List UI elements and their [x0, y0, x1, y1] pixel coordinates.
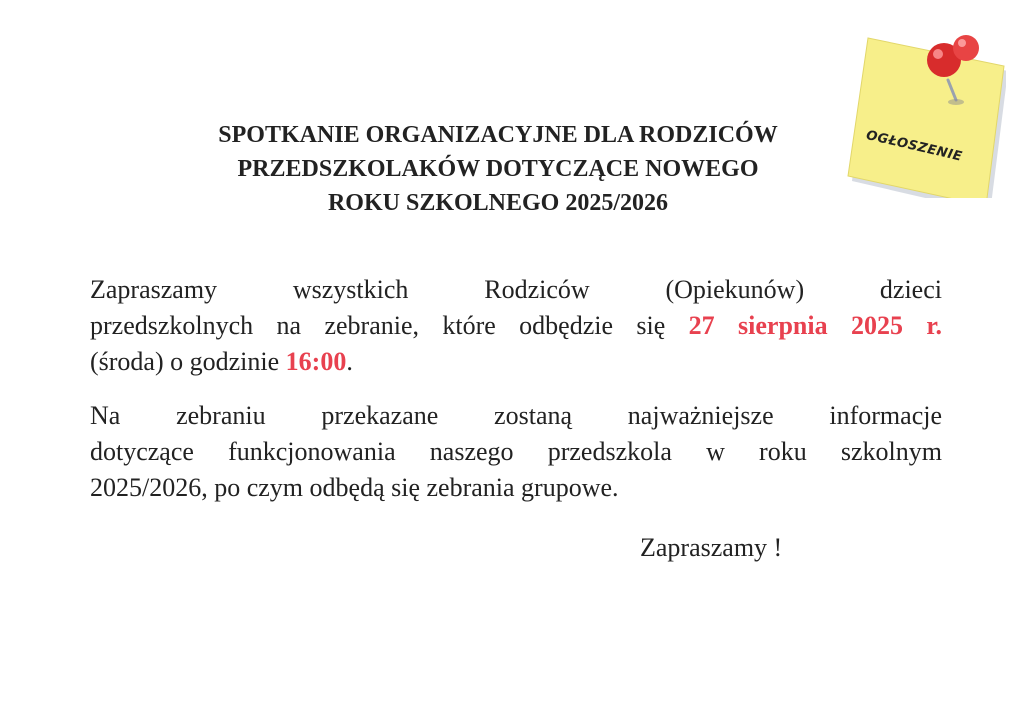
- invitation-line-3: [90, 344, 942, 380]
- invitation-line-2: [90, 308, 942, 344]
- title-line-1: SPOTKANIE ORGANIZACYJNE DLA RODZICÓW: [218, 122, 778, 148]
- invitation-line-1: Zapraszamy wszystkich Rodziców (Opiekunów) dzieci: [90, 275, 942, 304]
- page-title: [150, 118, 846, 220]
- closing-text: Zapraszamy !: [640, 533, 783, 562]
- announcement-label: OGŁOSZENIE: [864, 128, 964, 165]
- meeting-time: 16:00: [285, 347, 347, 376]
- meeting-date: 27 sierpnia 2025 r.: [688, 311, 943, 340]
- invitation-line-3-text: (środa) o godzinie: [90, 347, 286, 376]
- info-line-1: Na zebraniu przekazane zostaną najważniejsze informacje: [90, 401, 942, 430]
- title-line-3: ROKU SZKOLNEGO 2025/2026: [327, 190, 669, 216]
- info-line-2: dotyczące funkcjonowania naszego przedszkola w roku szkolnym: [90, 437, 942, 466]
- info-paragraph: [90, 398, 942, 506]
- sticky-note: [838, 28, 1006, 198]
- info-line-3: 2025/2026, po czym odbędą się zebrania grupowe.: [90, 473, 619, 502]
- title-line-2: PRZEDSZKOLAKÓW DOTYCZĄCE NOWEGO: [237, 156, 759, 182]
- invitation-line-2-text: przedszkolnych na zebranie, które odbędzie się: [90, 311, 689, 340]
- invitation-paragraph: [90, 272, 942, 380]
- invitation-line-3-end: .: [346, 347, 353, 376]
- sticky-note-pin-icon: [838, 28, 1006, 198]
